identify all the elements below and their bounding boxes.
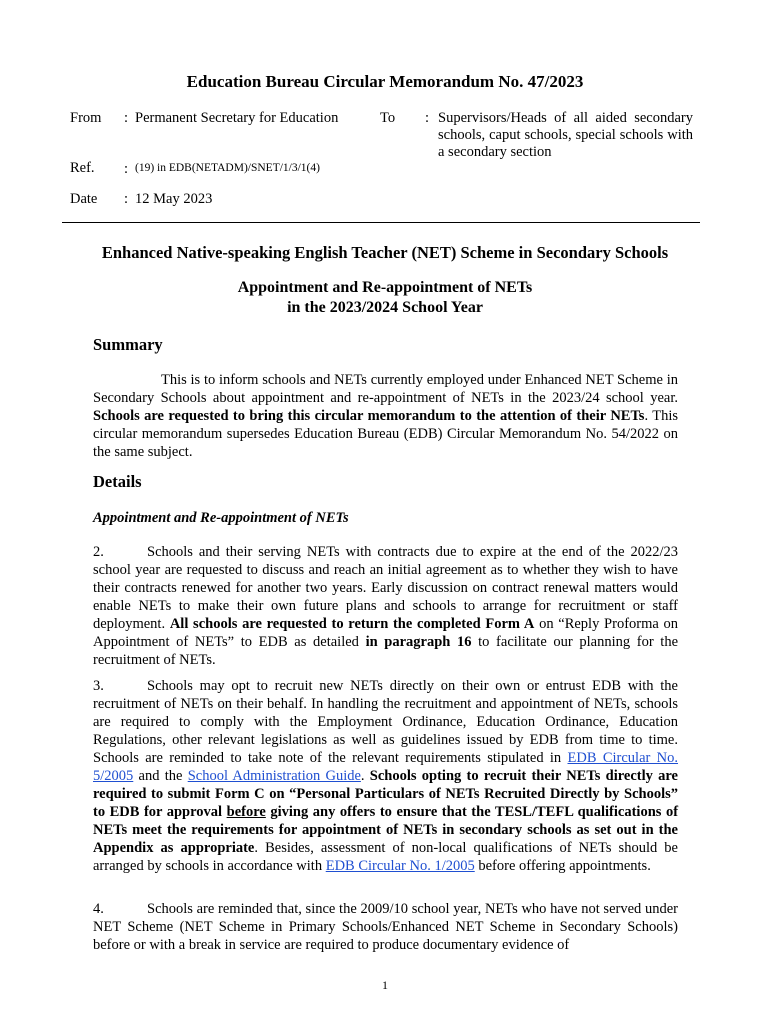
paragraph-3-number: 3. [93, 678, 104, 694]
ref-colon: : [124, 161, 129, 177]
paragraph-4-text-1: Schools are reminded that, since the 2009/10 school year, NETs who have not served under NET Scheme (NET Scheme in Primary Schools/Enhanced NET Scheme in Secondary Schools) before or with a break in service are required to produce documentary evidence of [93, 901, 678, 953]
to-value: Supervisors/Heads of all aided secondary schools, caput schools, special schools with a secondary section [438, 110, 693, 160]
subtitle-line-1: Appointment and Re-appointment of NETs [237, 279, 533, 296]
scheme-title: Enhanced Native-speaking English Teacher (NET) Scheme in Secondary Schools [101, 243, 669, 262]
ref-label: Ref. [70, 160, 95, 176]
school-administration-guide-link[interactable]: School Administration Guide [187, 768, 361, 784]
ref-value: (19) in EDB(NETADM)/SNET/1/3/1(4) [135, 162, 320, 174]
summary-heading: Summary [93, 335, 163, 354]
paragraph-3 [93, 677, 678, 875]
date-colon: : [124, 191, 129, 207]
paragraph-3-text-3: . [360, 768, 365, 784]
header-divider [62, 222, 700, 223]
summary-text-1: This is to inform schools and NETs currently employed under Enhanced NET Scheme in Secondary Schools about appointment and re-appointment of NETs in the 2023/24 school year. [93, 372, 678, 406]
paragraph-3-text-5: before offering appointments. [478, 858, 651, 874]
page-number: 1 [382, 978, 388, 992]
details-heading: Details [93, 472, 142, 491]
paragraph-3-bold-2: giving any offers to ensure that the TESL/TEFL qualifications of NETs meet the requirements for appointment of NETs in secondary schools as set out in the Appendix as appropriate [93, 804, 679, 856]
paragraph-2-bold-1: All schools are requested to return the completed Form A [169, 616, 535, 632]
to-colon: : [425, 110, 430, 126]
date-value: 12 May 2023 [135, 191, 213, 207]
from-colon: : [124, 110, 129, 126]
circular-title: Education Bureau Circular Memorandum No. 47/2023 [186, 72, 584, 91]
paragraph-3-text-1: Schools may opt to recruit new NETs directly on their own or entrust EDB with the recruitment of NETs on their behalf. In handling the recruitment and appointment of NETs, schools are required to comply with the Employment Ordinance, Education Ordinance, Education Regulations, other relevant legislations as well as guidelines issued by EDB from time to time. Schools are reminded to take note of the relevant requirements stipulated in [93, 678, 678, 766]
paragraph-3-text-2: and the [138, 768, 183, 784]
summary-bold-1: Schools are requested to bring this circular memorandum to the attention of their NETs [93, 408, 645, 424]
paragraph-2-text-3: to facilitate our planning for the recruitment of NETs. [93, 634, 679, 668]
paragraph-2-bold-2: in paragraph 16 [365, 634, 472, 650]
paragraph-2-text-2: on “Reply Proforma on Appointment of NETs” to EDB as detailed [93, 616, 679, 650]
summary-text-2: . This circular memorandum supersedes Education Bureau (EDB) Circular Memorandum No. 54/2022 on the same subject. [93, 408, 678, 460]
to-label: To [380, 110, 396, 126]
paragraph-2-text-1: Schools and their serving NETs with contracts due to expire at the end of the 2022/23 school year are requested to discuss and reach an initial agreement as to whether they wish to have their contracts renewed for another two years. Early discussion on contract renewal matters would enable NETs to make their own future plans and schools to arrange for recruitment or staff deployment. [93, 544, 678, 632]
paragraph-2 [93, 543, 678, 669]
paragraph-3-bold-1: Schools opting to recruit their NETs directly are required to submit Form C on “Personal Particulars of NETs Recruited Directly by Schools” to EDB for approval [93, 768, 678, 820]
edb-circular-1-2005-link[interactable]: EDB Circular No. 1/2005 [325, 858, 475, 874]
paragraph-4-number: 4. [93, 901, 104, 917]
subtitle-line-2: in the 2023/2024 School Year [287, 299, 483, 316]
edb-circular-5-2005-link[interactable]: EDB Circular No. 5/2005 [93, 750, 679, 784]
summary-paragraph [93, 371, 678, 461]
paragraph-4 [93, 900, 678, 954]
date-label: Date [70, 191, 98, 207]
paragraph-3-bold-underline: before [226, 804, 266, 820]
from-label: From [70, 110, 102, 126]
details-subheading: Appointment and Re-appointment of NETs [93, 510, 349, 526]
paragraph-3-text-4: . Besides, assessment of non-local qualifications of NETs should be arranged by schools in accordance with [93, 840, 678, 874]
from-value: Permanent Secretary for Education [135, 110, 339, 126]
paragraph-2-number: 2. [93, 544, 104, 560]
